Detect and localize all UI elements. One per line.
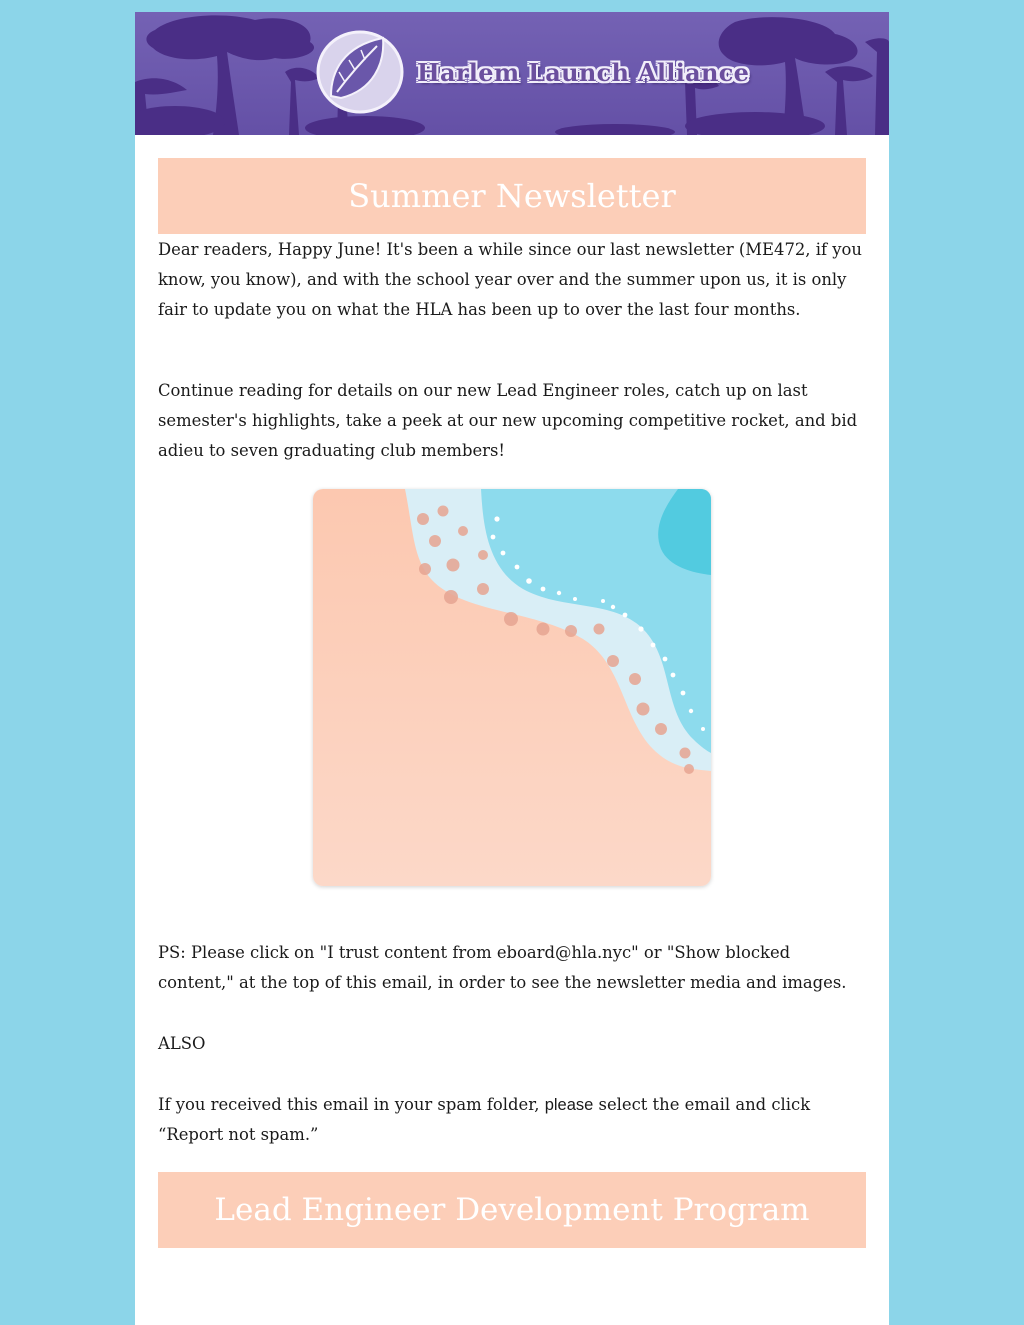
spam-text-please: please [544,1096,594,1114]
section-title-bar [158,1172,866,1248]
leaf-logo-icon [318,32,402,112]
ps-paragraph: PS: Please click on "I trust content from eboard@hla.nyc" or "Show blocked content," at the top of this email, in order to see the newsletter media and images. [158,943,847,992]
page-title: Summer Newsletter [348,177,676,215]
continue-paragraph: Continue reading for details on our new Lead Engineer roles, catch up on last semester's highlights, take a peek at our new upcoming competitive rocket, and bid adieu to seven graduating club members! [158,381,858,460]
section-title: Lead Engineer Development Program [214,1192,810,1228]
spam-text-part-1: If you received this email in your spam folder, [158,1095,540,1114]
header-banner [135,12,889,135]
spam-text-part-2: select the email and click “Report not spam.” [158,1095,811,1144]
newsletter-card [135,12,889,1325]
spam-paragraph [158,1090,870,1150]
summer-beach-illustration [313,489,711,886]
also-label: ALSO [158,1034,206,1053]
intro-paragraph: Dear readers, Happy June! It's been a while since our last newsletter (ME472, if you know, you know), and with the school year over and the summer upon us, it is only fair to update you on what the HLA has been up to over the last four months. [158,240,862,319]
brand-name: Harlem Launch Alliance [417,58,750,87]
newsletter-title-bar [158,158,866,234]
